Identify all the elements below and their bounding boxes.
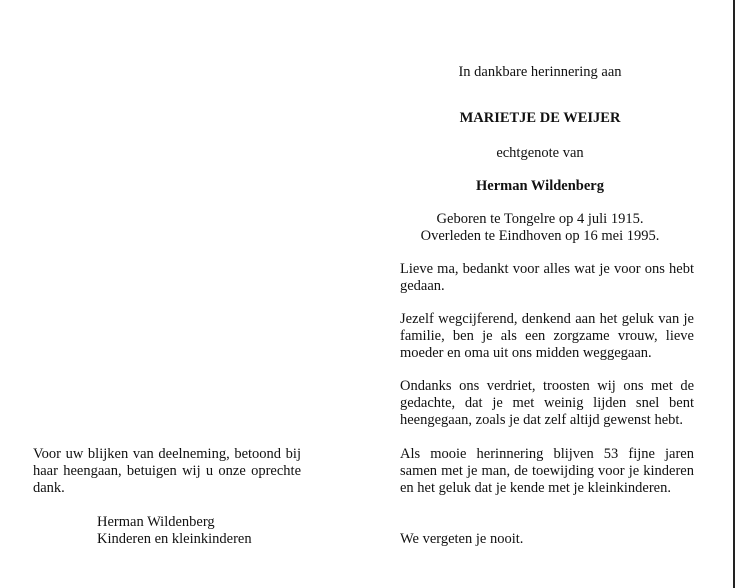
- relation-line: echtgenote van: [496, 145, 584, 161]
- birth-line: Geboren te Tongelre op 4 juli 1915.: [436, 211, 644, 227]
- intro-line: In dankbare herinnering aan: [458, 64, 622, 80]
- deceased-name: MARIETJE DE WEIJER: [459, 110, 621, 126]
- verse-paragraph-2: Jezelf wegcijferend, denkend aan het geluk van je familie, ben je als een zorgzame vrouw, lieve moeder en oma uit ons midden weggegaan.: [400, 311, 694, 361]
- verse-paragraph-4: Als mooie herinnering blijven 53 fijne jaren samen met je man, de toewijding voor je kinderen en het geluk dat je kende met je kleinkinderen.: [400, 446, 694, 496]
- death-line: Overleden te Eindhoven op 16 mei 1995.: [420, 228, 660, 244]
- closing-line: We vergeten je nooit.: [400, 531, 524, 547]
- verse-paragraph-1: Lieve ma, bedankt voor alles wat je voor ons hebt gedaan.: [400, 261, 694, 294]
- spouse-name: Herman Wildenberg: [476, 178, 604, 194]
- thanks-text: Voor uw blijken van deelneming, betoond bij haar heengaan, betuigen wij u onze oprechte dank.: [33, 446, 301, 496]
- signature-1: Herman Wildenberg: [97, 514, 215, 530]
- verse-paragraph-3: Ondanks ons verdriet, troosten wij ons met de gedachte, dat je met weinig lijden snel bent heengegaan, zoals je dat zelf altijd gewenst hebt.: [400, 378, 694, 428]
- signature-2: Kinderen en kleinkinderen: [97, 531, 252, 547]
